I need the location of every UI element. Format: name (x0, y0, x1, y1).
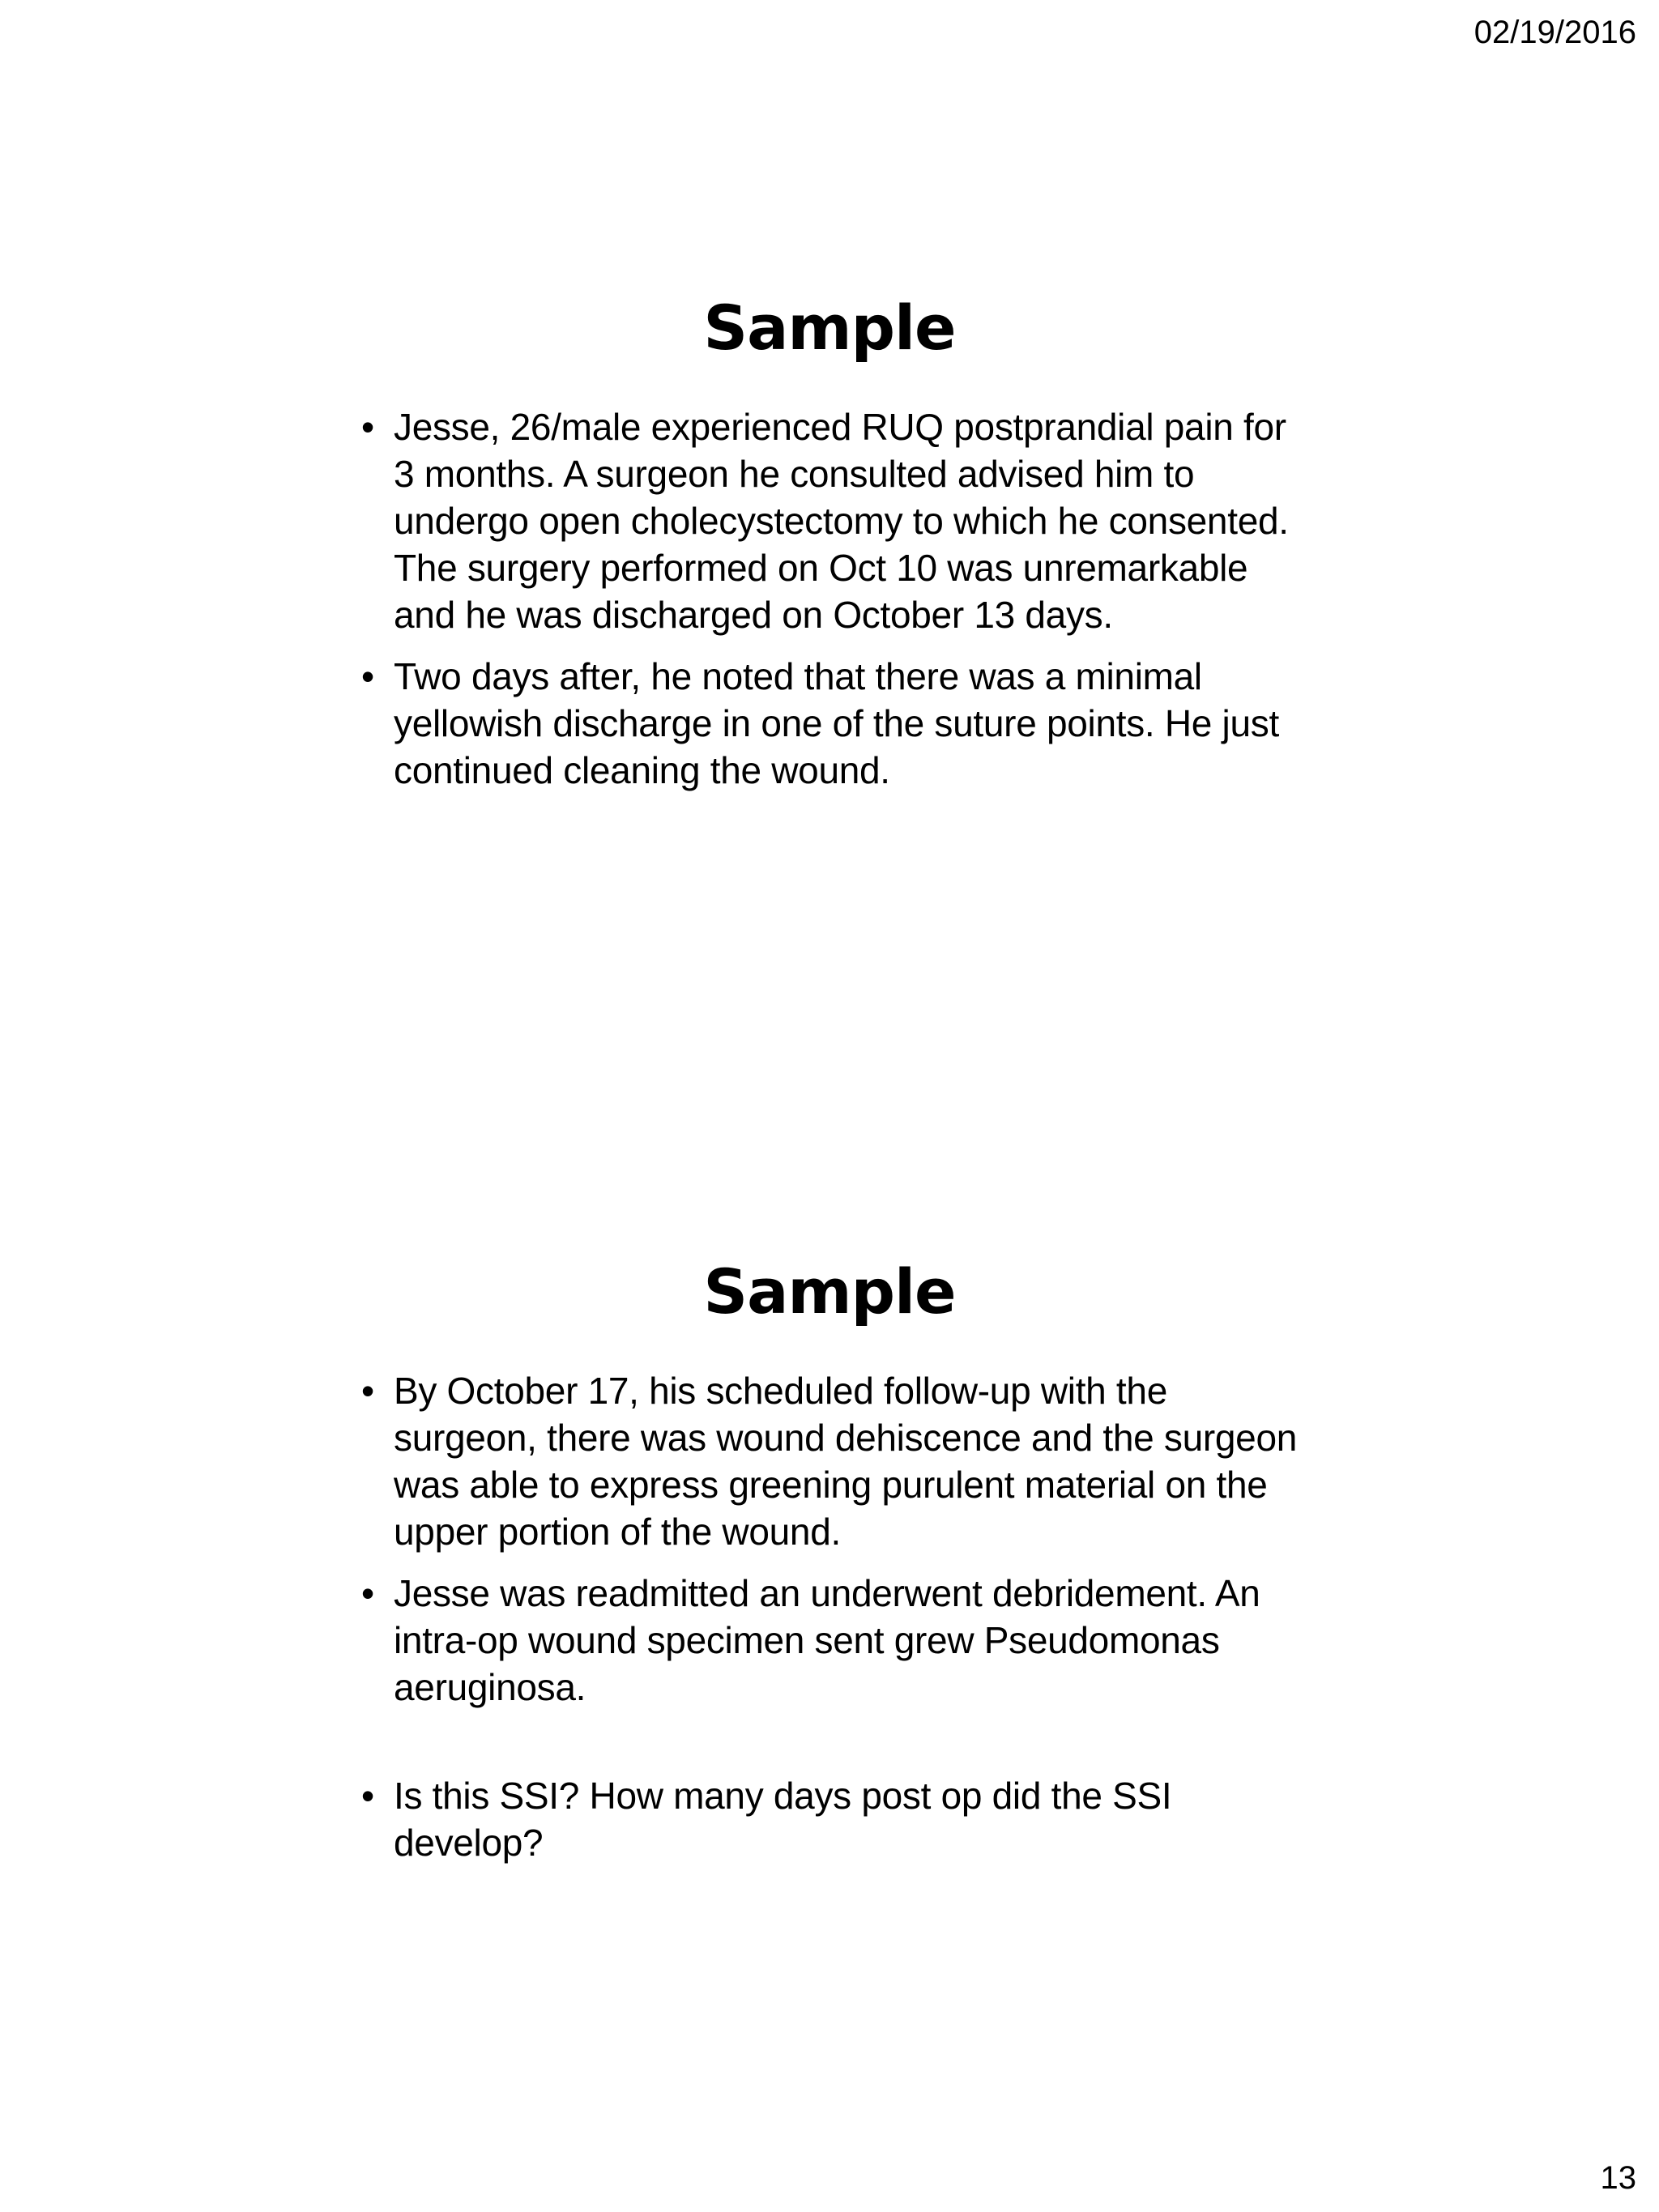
bullet-text: Jesse, 26/male experienced RUQ postprandial pain for 3 months. A surgeon he consulted advised him to undergo open cholecystectomy to which he consented. The surgery performed on Oct 10 was unremarkable and he was discharged on October 13 days. (394, 406, 1289, 636)
bullet-icon: • (361, 655, 374, 697)
bullet-item (356, 1367, 1312, 1555)
slide-title: Sample (703, 292, 956, 364)
slide-title: Sample (703, 1255, 956, 1328)
bullet-icon: • (361, 1370, 374, 1412)
slide-1 (0, 283, 1659, 791)
bullet-list (356, 403, 1312, 808)
bullet-icon: • (361, 406, 374, 448)
bullet-text: Is this SSI? How many days post op did the SSI develop? (394, 1775, 1172, 1864)
bullet-text: Two days after, he noted that there was a minimal yellowish discharge in one of the suture points. He just continued cleaning the wound. (394, 655, 1279, 791)
bullet-icon: • (361, 1572, 374, 1614)
slide-2 (0, 1247, 1659, 1864)
bullet-item (356, 1570, 1312, 1711)
bullet-text: By October 17, his scheduled follow-up with the surgeon, there was wound dehiscence and the surgeon was able to express greening purulent material on the upper portion of the wound. (394, 1370, 1298, 1553)
bullet-list (356, 1367, 1312, 1881)
bullet-item (356, 403, 1312, 638)
bullet-item (356, 1772, 1312, 1866)
bullet-text: Jesse was readmitted an underwent debridement. An intra-op wound specimen sent grew Pseudomonas aeruginosa. (394, 1572, 1260, 1708)
bullet-item (356, 653, 1312, 794)
bullet-icon: • (361, 1775, 374, 1817)
page-number: 13 (1600, 2160, 1636, 2196)
page-date: 02/19/2016 (1473, 15, 1636, 50)
